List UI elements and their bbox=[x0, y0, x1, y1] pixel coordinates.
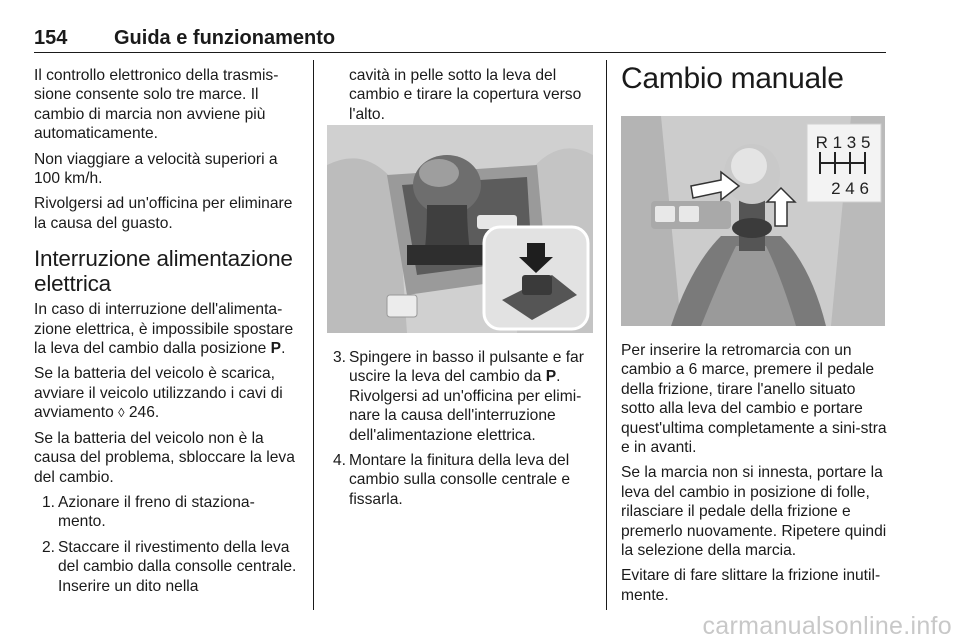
header-rule bbox=[34, 52, 886, 53]
page-reference: 246. bbox=[128, 404, 160, 422]
step-list bbox=[34, 493, 302, 596]
step-number: 3. bbox=[333, 349, 347, 366]
list-item: 3. Spingere in basso il pulsante e far uscire la leva del cambio da P. Rivolgersi ad un'officina per elimi-nare la causa dell'interruzione dell'alimentazione elettrica. bbox=[333, 349, 584, 444]
step-number: 2. bbox=[42, 538, 56, 556]
column-2 bbox=[327, 66, 593, 130]
paragraph: Evitare di fare slittare la frizione inutil-mente. bbox=[621, 567, 881, 604]
column-3 bbox=[621, 62, 887, 96]
paragraph: Rivolgersi ad un'officina per eliminare la causa del guasto. bbox=[34, 195, 293, 232]
page-number: 154 bbox=[34, 27, 68, 49]
paragraph: cavità in pelle sotto la leva del cambio e tirare la copertura verso l'alto. bbox=[349, 67, 582, 123]
column-3-text bbox=[621, 341, 889, 611]
manual-gearbox-figure bbox=[621, 116, 885, 326]
step-list bbox=[327, 348, 593, 509]
gear-lever-illustration bbox=[621, 116, 885, 326]
step-number: 1. bbox=[42, 493, 56, 511]
page-reference-icon: ◊ bbox=[118, 405, 125, 421]
gear-pattern-bottom-label: 2 4 6 bbox=[831, 179, 869, 198]
column-1 bbox=[34, 66, 302, 602]
paragraph: Se la batteria del veicolo non è la causa del problema, sbloccare la leva del cambio. bbox=[34, 429, 295, 486]
console-illustration bbox=[327, 125, 593, 333]
paragraph: In caso di interruzione dell'alimenta-zione elettrica, è impossibile spostare la leva del cambio dalla posizione P. bbox=[34, 301, 294, 358]
running-title: Guida e funzionamento bbox=[114, 27, 336, 49]
paragraph: Se la batteria del veicolo è scarica, avviare il veicolo utilizzando i cavi di avviamento ◊ 246. bbox=[34, 365, 283, 422]
gear-pattern-top-label: R 1 3 5 bbox=[815, 133, 871, 152]
column-divider-2 bbox=[606, 60, 607, 610]
paragraph: Se la marcia non si innesta, portare la leva del cambio in posizione di folle, rilasciare il pedale della frizione e premerlo nuovamente. Ripetere quindi la selezione della marcia. bbox=[621, 464, 887, 560]
list-item: 4. Montare la finitura della leva del cambio sulla consolle centrale e fissarla. bbox=[333, 452, 571, 508]
paragraph: Non viaggiare a velocità superiori a 100 km/h. bbox=[34, 150, 278, 188]
watermark: carmanualsonline.info bbox=[702, 612, 952, 640]
step-number: 4. bbox=[333, 452, 347, 470]
section-title: Cambio manuale bbox=[621, 62, 844, 95]
column-divider-1 bbox=[313, 60, 314, 610]
paragraph: Il controllo elettronico della trasmis-sione consente solo tre marce. Il cambio di marcia non avviene più automaticamente. bbox=[34, 67, 279, 143]
list-item: 1. Azionare il freno di staziona-mento. bbox=[42, 493, 255, 531]
gear-lever-release-figure bbox=[327, 125, 593, 333]
list-item: 2. Staccare il rivestimento della leva del cambio dalla consolle centrale. Inserire un dito nella bbox=[42, 538, 297, 595]
page-header bbox=[34, 27, 886, 51]
paragraph: Per inserire la retromarcia con un cambio a 6 marce, premere il pedale della frizione, tirare l'anello situato sotto alla leva del cambio e portare quest'ultima completamente a sini-stra e in avanti. bbox=[621, 342, 887, 457]
column-2-steps bbox=[327, 348, 593, 515]
section-heading: Interruzione alimentazione elettrica bbox=[34, 246, 293, 297]
